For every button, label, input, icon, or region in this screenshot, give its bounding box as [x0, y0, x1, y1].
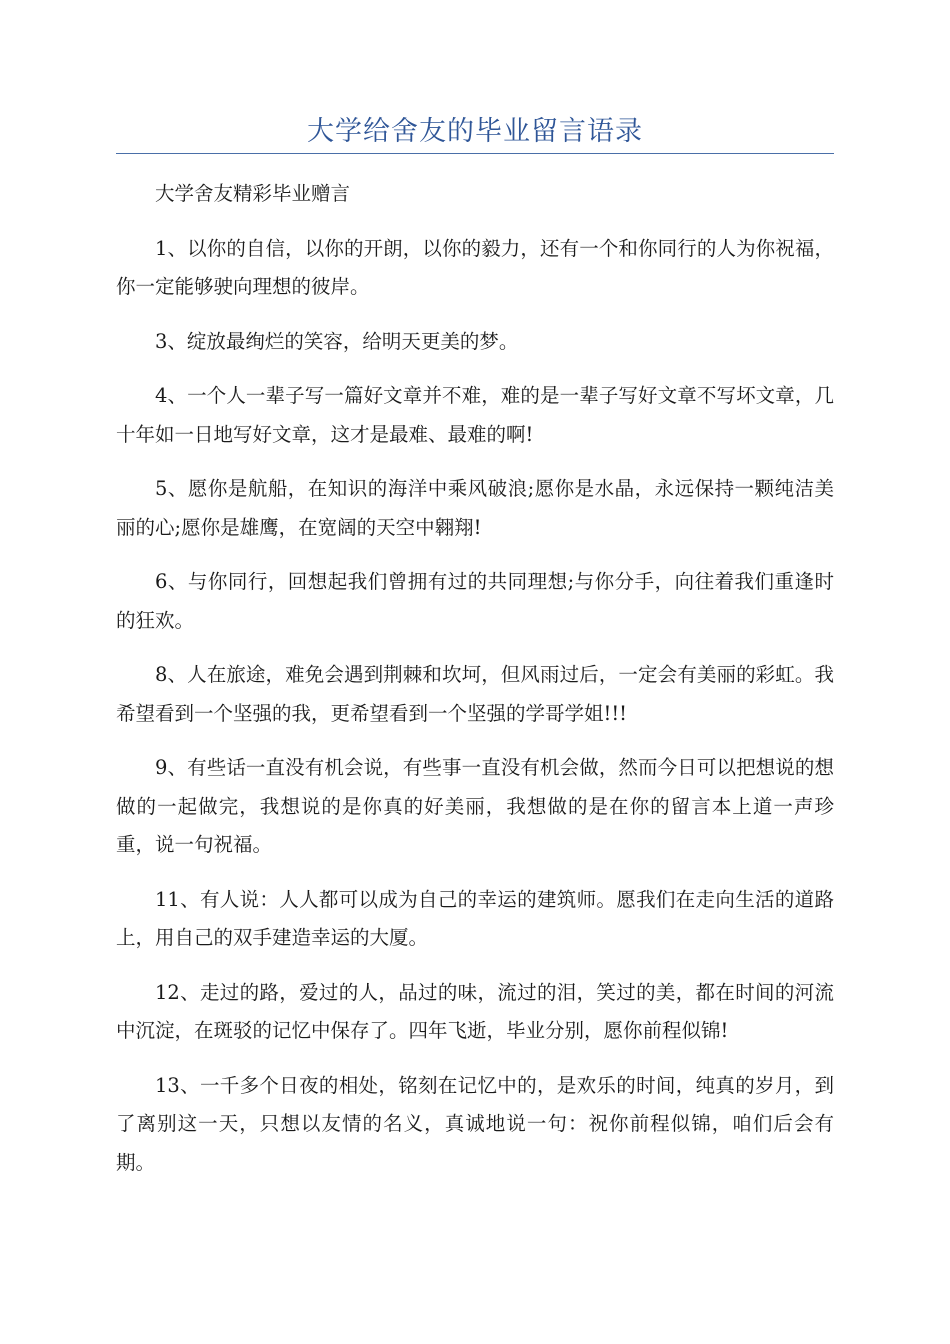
paragraph: 8、人在旅途，难免会遇到荆棘和坎坷，但风雨过后，一定会有美丽的彩虹。我希望看到一个坚强的我，更希望看到一个坚强的学哥学姐!!! [116, 663, 834, 725]
paragraph: 11、有人说：人人都可以成为自己的幸运的建筑师。愿我们在走向生活的道路上，用自己的双手建造幸运的大厦。 [116, 887, 834, 949]
paragraph: 13、一千多个日夜的相处，铭刻在记忆中的，是欢乐的时间，纯真的岁月，到了离别这一天，只想以友情的名义，真诚地说一句：祝你前程似锦，咱们后会有期。 [116, 1073, 834, 1174]
subtitle-paragraph: 大学舍友精彩毕业赠言 [155, 182, 351, 205]
document-body [116, 175, 834, 1198]
paragraph: 4、一个人一辈子写一篇好文章并不难，难的是一辈子写好文章不写坏文章，几十年如一日地写好文章，这才是最难、最难的啊! [116, 384, 834, 446]
paragraph: 5、愿你是航船，在知识的海洋中乘风破浪;愿你是水晶，永远保持一颗纯洁美丽的心;愿你是雄鹰，在宽阔的天空中翱翔! [116, 477, 834, 539]
title-underline [116, 153, 834, 154]
paragraph: 12、走过的路，爱过的人，品过的味，流过的泪，笑过的美，都在时间的河流中沉淀，在斑驳的记忆中保存了。四年飞逝，毕业分别，愿你前程似锦! [116, 980, 834, 1042]
paragraph: 3、绽放最绚烂的笑容，给明天更美的梦。 [155, 329, 519, 353]
paragraph: 1、以你的自信，以你的开朗，以你的毅力，还有一个和你同行的人为你祝福，你一定能够驶向理想的彼岸。 [116, 236, 834, 298]
paragraph: 6、与你同行，回想起我们曾拥有过的共同理想;与你分手，向往着我们重逢时的狂欢。 [116, 570, 834, 632]
paragraph: 9、有些话一直没有机会说，有些事一直没有机会做，然而今日可以把想说的想做的一起做完，我想说的是你真的好美丽，我想做的是在你的留言本上道一声珍重，说一句祝福。 [116, 756, 834, 856]
document-title: 大学给舍友的毕业留言语录 [307, 116, 643, 147]
